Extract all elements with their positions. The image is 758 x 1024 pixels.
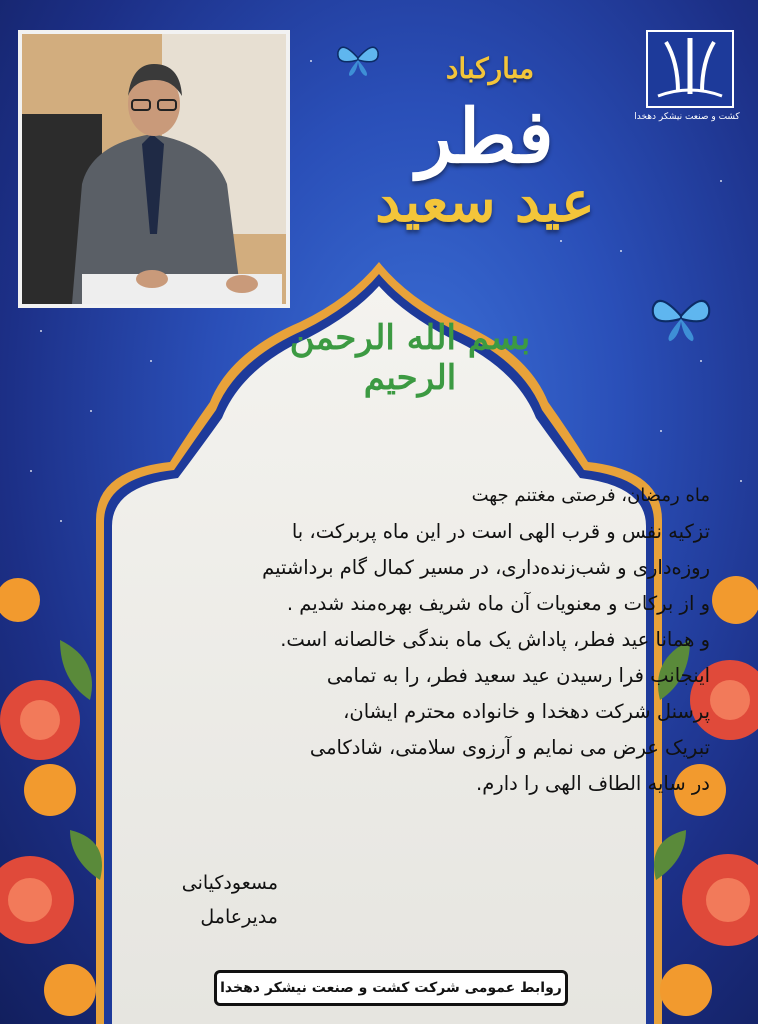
message-line: و همانا عید فطر، پاداش یک ماه بندگی خالصانه است. xyxy=(280,628,710,651)
message-line: ماه رمضان، فرصتی مغتنم جهت xyxy=(471,485,710,506)
message-line: در سایه الطاف الهی را دارم. xyxy=(476,772,710,795)
message-line: تبریک عرض می نمایم و آرزوی سلامتی، شادکامی xyxy=(309,736,710,759)
signature-name: مسعودکیانی xyxy=(181,872,278,894)
signature-role: مدیرعامل xyxy=(200,906,278,928)
greeting-title-line1: فطر xyxy=(416,94,554,180)
message-body xyxy=(180,478,710,802)
greeting-tagline: مبارکباد xyxy=(445,52,535,85)
logo-caption: کشت و صنعت نیشکر دهخدا xyxy=(634,112,740,122)
signature-block xyxy=(148,866,278,934)
bismillah-calligraphy: بسم الله الرحمن الرحیم xyxy=(289,318,531,398)
footer-banner xyxy=(214,970,568,1006)
message-line: روزه‌داری و شب‌زنده‌داری، در مسیر کمال گام برداشتیم xyxy=(262,556,710,579)
flower-decoration-left xyxy=(0,578,102,1016)
message-line: اینجانب فرا رسیدن عید سعید فطر، را به تمامی xyxy=(326,664,710,687)
greeting-title-line2: عید سعید xyxy=(375,169,595,235)
message-line: پرسنل شرکت دهخدا و خانواده محترم ایشان، xyxy=(343,700,710,723)
message-line: تزکیه نفس و قرب الهی است در این ماه پربرکت، با xyxy=(291,520,710,543)
footer-text: روابط عمومی شرکت کشت و صنعت نیشکر دهخدا xyxy=(220,980,562,996)
message-line: و از برکات و معنویات آن ماه شریف بهره‌مند شدیم . xyxy=(286,592,710,615)
